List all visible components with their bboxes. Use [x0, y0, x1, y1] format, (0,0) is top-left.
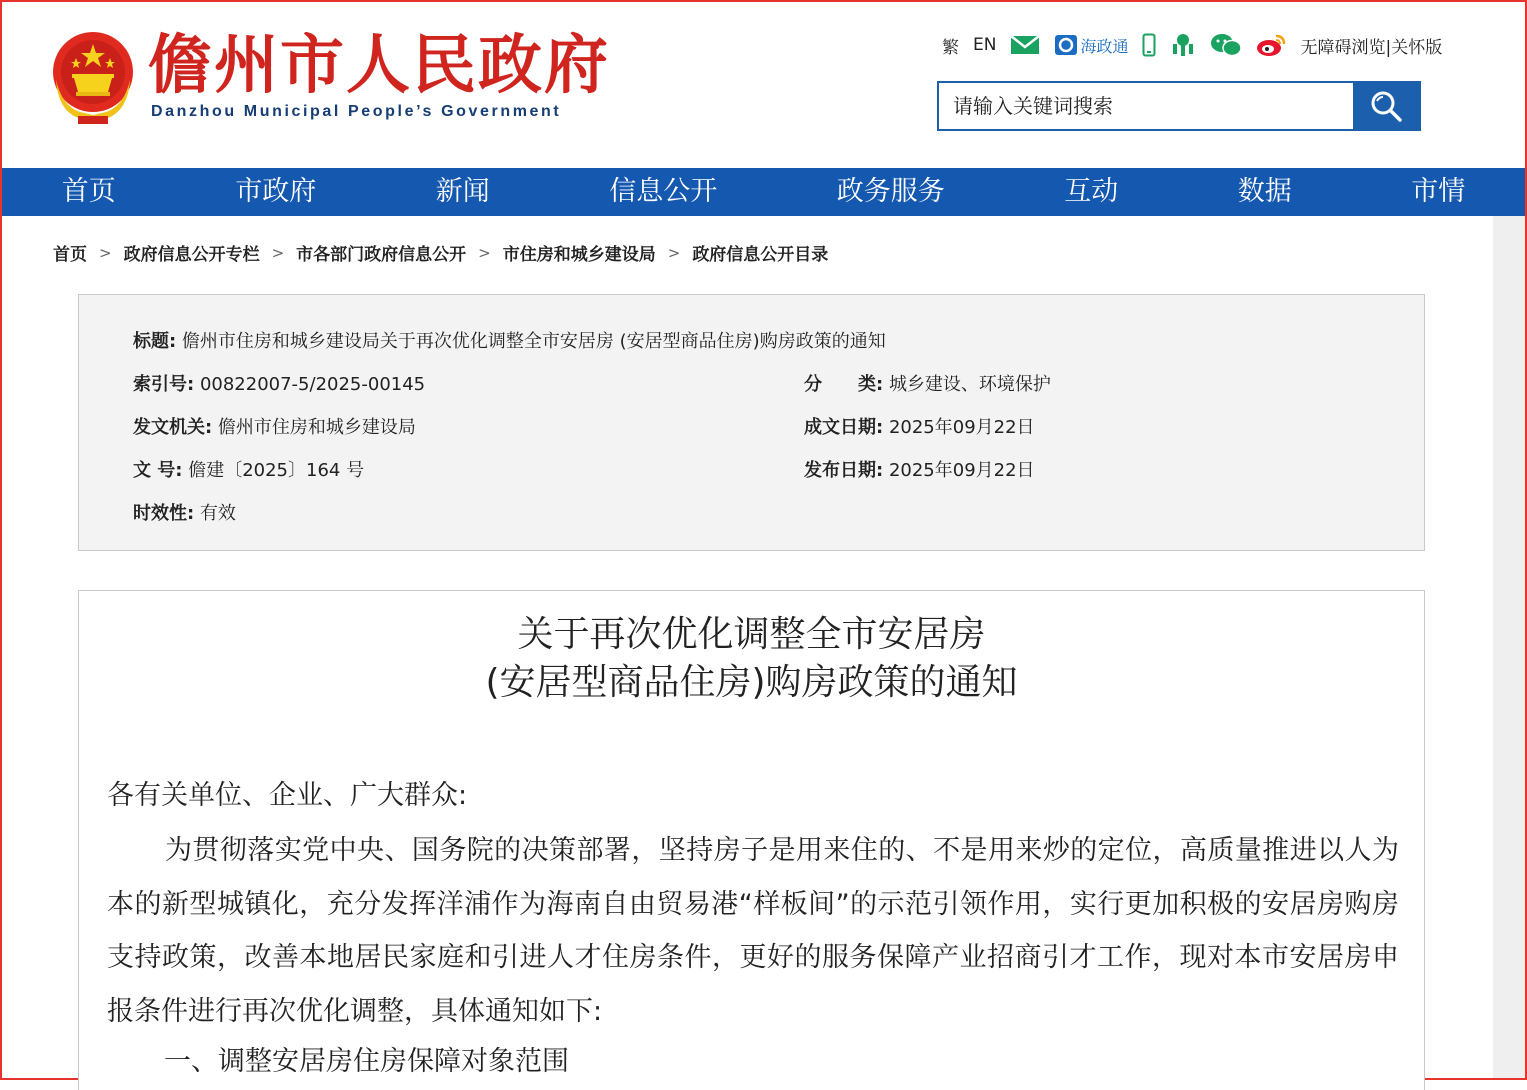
header-tools — [942, 30, 1442, 60]
meta-issuer-row — [133, 413, 416, 439]
care-version-link[interactable]: |关怀版 — [1385, 37, 1443, 58]
search-button[interactable] — [1353, 83, 1419, 129]
meta-category-label: 分 类: — [804, 374, 884, 395]
main-nav — [2, 168, 1525, 216]
site-subtitle: Danzhou Municipal People’s Government — [151, 103, 562, 120]
traditional-chinese-link[interactable]: 繁 — [942, 37, 959, 58]
meta-validity-row — [133, 499, 236, 525]
breadcrumb-separator: > — [99, 243, 112, 262]
meta-index-value: 00822007-5/2025-00145 — [199, 374, 426, 395]
breadcrumb-housing-bureau[interactable]: 市住房和城乡建设局 — [502, 245, 656, 265]
meta-title-row — [133, 327, 886, 353]
meta-issuer-label: 发文机关: — [133, 417, 213, 438]
haizhengtong-label: 海政通 — [1080, 36, 1129, 56]
article-salutation: 各有关单位、企业、广大群众: — [107, 780, 468, 811]
nav-info-disclosure[interactable]: 信息公开 — [609, 176, 718, 207]
meta-validity-value: 有效 — [199, 503, 236, 524]
search-input[interactable] — [939, 83, 1353, 129]
meta-published-value: 2025年09月22日 — [888, 460, 1035, 481]
article-title-line2: (安居型商品住房)购房政策的通知 — [485, 662, 1018, 703]
haizhengtong-icon — [1054, 34, 1078, 56]
meta-title-value: 儋州市住房和城乡建设局关于再次优化调整全市安居房 (安居型商品住房)购房政策的通知 — [181, 331, 886, 352]
mobile-icon[interactable] — [1142, 33, 1156, 57]
search-icon — [1369, 89, 1403, 123]
meta-issuer-value: 儋州市住房和城乡建设局 — [217, 417, 416, 438]
breadcrumb-separator: > — [667, 243, 681, 262]
article-title-line1: 关于再次优化调整全市安居房 — [517, 614, 986, 655]
breadcrumb-info-column[interactable]: 政府信息公开专栏 — [123, 245, 260, 265]
national-emblem-icon — [48, 30, 138, 126]
nav-data[interactable]: 数据 — [1237, 176, 1292, 207]
article-paragraph: 为贯彻落实党中央、国务院的决策部署，坚持房子是用来住的、不是用来炒的定位，高质量推进以人为本的新型城镇化，充分发挥洋浦作为海南自由贸易港“样板间”的示范引领作用，实行更加积极的安居房购房支持政策，改善本地居民家庭和引进人才住房条件，更好的服务保障产业招商引才工作，现对本市安居房申报条件进行再次优化调整，具体通知如下: — [107, 835, 1399, 1027]
breadcrumb-separator: > — [271, 243, 285, 262]
site-title[interactable]: 儋州市人民政府 — [148, 28, 610, 103]
meta-published-row — [804, 456, 1035, 482]
meta-title-label: 标题: — [133, 331, 177, 352]
search-box — [937, 81, 1421, 131]
breadcrumb — [53, 240, 828, 265]
breadcrumb-separator: > — [478, 243, 491, 262]
wechat-icon[interactable] — [1210, 33, 1242, 57]
meta-created-label: 成文日期: — [804, 417, 884, 438]
accessibility-link[interactable]: 无障碍浏览 — [1300, 37, 1386, 58]
meta-validity-label: 时效性: — [133, 503, 195, 524]
meta-docno-label: 文 号: — [133, 460, 183, 481]
meta-category-row — [804, 370, 1051, 396]
page-gutter — [1493, 216, 1525, 1078]
meta-created-value: 2025年09月22日 — [888, 417, 1035, 438]
nav-gov-services[interactable]: 政务服务 — [836, 176, 945, 207]
nav-home[interactable]: 首页 — [61, 176, 116, 207]
meta-docno-row — [133, 456, 364, 482]
article-body — [78, 590, 1425, 1090]
nav-city-info[interactable]: 市情 — [1411, 176, 1466, 207]
nav-government[interactable]: 市政府 — [235, 176, 317, 207]
meta-docno-value: 儋建〔2025〕164 号 — [188, 460, 365, 481]
breadcrumb-departments[interactable]: 市各部门政府信息公开 — [296, 245, 467, 265]
haizhengtong-link[interactable] — [1054, 34, 1128, 57]
meta-index-row — [133, 370, 425, 396]
mini-program-icon[interactable] — [1170, 32, 1196, 58]
mail-icon[interactable] — [1010, 35, 1040, 55]
meta-index-label: 索引号: — [133, 374, 195, 395]
weibo-icon[interactable] — [1256, 33, 1286, 57]
breadcrumb-home[interactable]: 首页 — [53, 245, 87, 265]
document-metadata — [78, 294, 1425, 551]
english-link[interactable]: EN — [973, 35, 997, 55]
nav-news[interactable]: 新闻 — [435, 176, 490, 207]
breadcrumb-catalog[interactable]: 政府信息公开目录 — [692, 245, 829, 265]
nav-interaction[interactable]: 互动 — [1064, 176, 1119, 207]
article-section-heading: 一、调整安居房住房保障对象范围 — [164, 1046, 569, 1077]
meta-created-row — [804, 413, 1035, 439]
meta-published-label: 发布日期: — [804, 460, 884, 481]
meta-category-value: 城乡建设、环境保护 — [888, 374, 1051, 395]
